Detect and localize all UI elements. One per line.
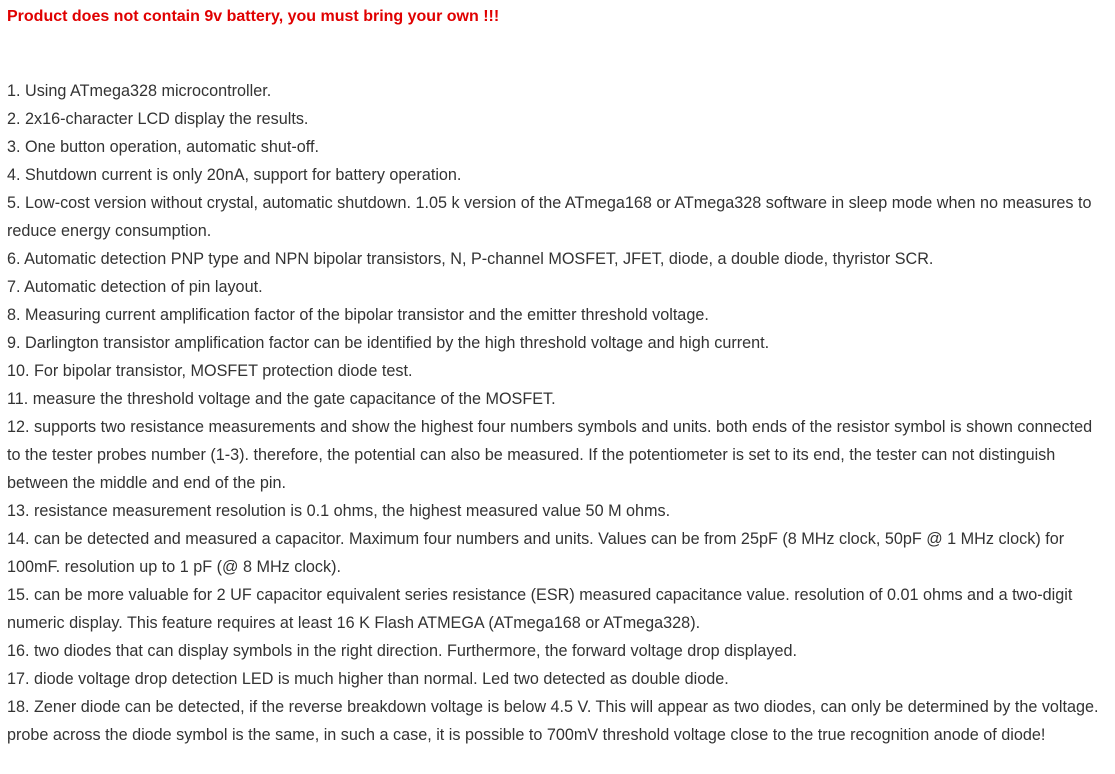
feature-item: 17. diode voltage drop detection LED is much higher than normal. Led two detected as double diode. <box>7 670 729 688</box>
feature-item: 4. Shutdown current is only 20nA, support for battery operation. <box>7 166 462 184</box>
spacer <box>7 28 1107 77</box>
feature-item: 16. two diodes that can display symbols in the right direction. Furthermore, the forward voltage drop displayed. <box>7 642 798 660</box>
feature-item: 15. can be more valuable for 2 UF capacitor equivalent series resistance (ESR) measured capacitance value. resolution of 0.01 ohms and a two-digit numeric display. This feature requires at least 16 K Flash ATMEGA (ATmega168 or ATmega328). <box>7 586 1073 632</box>
feature-item: 13. resistance measurement resolution is 0.1 ohms, the highest measured value 50 M ohms. <box>7 502 671 520</box>
feature-item: 9. Darlington transistor amplification factor can be identified by the high threshold voltage and high current. <box>7 334 770 352</box>
feature-item: 18. Zener diode can be detected, if the reverse breakdown voltage is below 4.5 V. This will appear as two diodes, can only be determined by the voltage. probe across the diode symbol is the same, in such a case, it is possible to 700mV threshold voltage close to the true recognition anode of diode! <box>7 698 1099 744</box>
feature-item: 5. Low-cost version without crystal, automatic shutdown. 1.05 k version of the ATmega168 or ATmega328 software in sleep mode when no measures to reduce energy consumption. <box>7 194 1092 240</box>
battery-warning: Product does not contain 9v battery, you must bring your own !!! <box>7 8 500 25</box>
feature-item: 7. Automatic detection of pin layout. <box>7 278 263 296</box>
feature-list <box>7 77 1107 749</box>
feature-item: 2. 2x16-character LCD display the results. <box>7 110 309 128</box>
feature-item: 6. Automatic detection PNP type and NPN bipolar transistors, N, P-channel MOSFET, JFET, diode, a double diode, thyristor SCR. <box>7 250 934 268</box>
feature-item: 11. measure the threshold voltage and the gate capacitance of the MOSFET. <box>7 390 556 408</box>
feature-item: 8. Measuring current amplification factor of the bipolar transistor and the emitter threshold voltage. <box>7 306 709 324</box>
feature-item: 3. One button operation, automatic shut-off. <box>7 138 319 156</box>
feature-item: 12. supports two resistance measurements and show the highest four numbers symbols and units. both ends of the resistor symbol is shown connected to the tester probes number (1-3). therefore, the potential can also be measured. If the potentiometer is set to its end, the tester can not distinguish between the middle and end of the pin. <box>7 418 1093 492</box>
feature-item: 1. Using ATmega328 microcontroller. <box>7 82 272 100</box>
feature-item: 10. For bipolar transistor, MOSFET protection diode test. <box>7 362 413 380</box>
feature-item: 14. can be detected and measured a capacitor. Maximum four numbers and units. Values can be from 25pF (8 MHz clock, 50pF @ 1 MHz clock) for 100mF. resolution up to 1 pF (@ 8 MHz clock). <box>7 530 1065 576</box>
